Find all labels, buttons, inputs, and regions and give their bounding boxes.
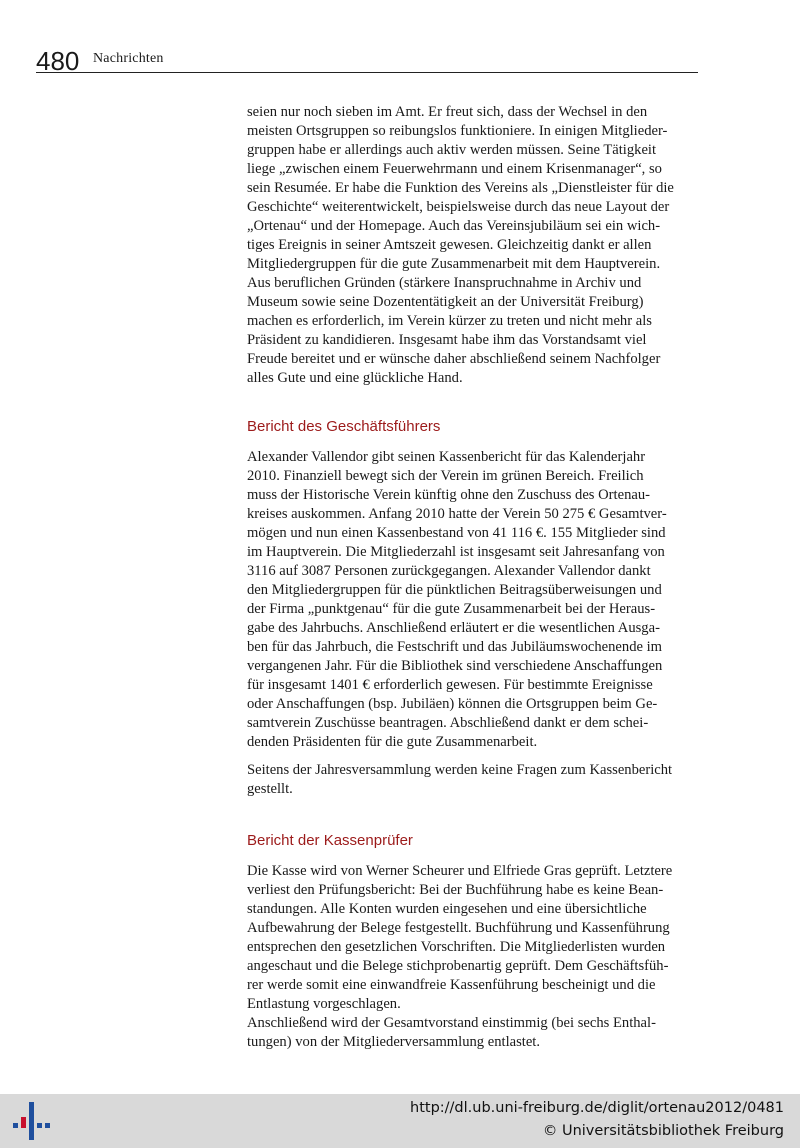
text-line: Präsident zu kandidieren. Insgesamt habe ihm das Vorstandsamt viel — [247, 332, 647, 348]
text-line: rer werde somit eine einwandfreie Kassenführung bescheinigt und die — [247, 977, 656, 993]
text-line: Geschichte“ weiterentwickelt, beispielsweise durch das neue Layout der — [247, 199, 670, 215]
text-line: vergangenen Jahr. Für die Bibliothek sind verschiedene Anschaffungen — [247, 658, 663, 674]
text-line: tiges Ereignis in seiner Amtszeit gewesen. Gleichzeitig dankt er allen — [247, 237, 652, 253]
text-line: gestellt. — [247, 781, 293, 797]
intro-paragraph — [247, 103, 698, 388]
text-line: Entlastung vorgeschlagen. — [247, 996, 401, 1012]
text-line: 3116 auf 3087 Personen zurückgegangen. Alexander Vallendor dankt — [247, 563, 651, 579]
text-line: machen es erforderlich, im Verein kürzer zu treten und nicht mehr als — [247, 313, 652, 329]
audit-report-paragraph — [247, 862, 698, 1014]
section-heading-kassenpruefer: Bericht der Kassenprüfer — [247, 832, 413, 849]
text-line: mögen und nun einen Kassenbestand von 41 116 €. 155 Mitglieder sind — [247, 525, 666, 541]
text-line: ben für das Jahrbuch, die Festschrift und das Jubiläumswochenende im — [247, 639, 663, 655]
text-line: Mitgliedergruppen für die gute Zusammenarbeit mit dem Hauptverein. — [247, 256, 661, 272]
text-line: seien nur noch sieben im Amt. Er freut sich, dass der Wechsel in den — [247, 104, 648, 120]
section-heading-geschaeftsfuehrer: Bericht des Geschäftsführers — [247, 418, 441, 435]
page-number: 480 — [36, 46, 80, 76]
footer-bar — [0, 1094, 800, 1148]
text-line: denden Präsidenten für die gute Zusammenarbeit. — [247, 734, 538, 750]
discharge-paragraph — [247, 1014, 698, 1052]
copyright-notice: © Universitätsbibliothek Freiburg — [542, 1123, 784, 1139]
page-header — [36, 46, 698, 76]
text-line: sein Resumée. Er habe die Funktion des Vereins als „Dienstleister für die — [247, 180, 674, 196]
source-url-link[interactable]: http://dl.ub.uni-freiburg.de/diglit/ortenau2012/0481 — [410, 1100, 784, 1116]
questions-paragraph — [247, 761, 698, 799]
text-line: Die Kasse wird von Werner Scheurer und Elfriede Gras geprüft. Letztere — [247, 863, 673, 879]
ub-freiburg-logo-icon — [10, 1099, 54, 1143]
cash-report-paragraph — [247, 448, 698, 752]
text-line: im Hauptverein. Die Mitgliederzahl ist insgesamt seit Jahresanfang von — [247, 544, 665, 560]
text-line: der Firma „punktgenau“ für die gute Zusammenarbeit bei der Heraus- — [247, 601, 656, 617]
text-line: den Mitgliedergruppen für die pünktlichen Beitragsüberweisungen und — [247, 582, 662, 598]
text-line: oder Anschaffungen (bsp. Jubiläen) können die Ortsgruppen beim Ge- — [247, 696, 658, 712]
text-line: verliest den Prüfungsbericht: Bei der Buchführung habe es keine Bean- — [247, 882, 664, 898]
text-line: angeschaut und die Belege stichprobenartig geprüft. Dem Geschäftsfüh- — [247, 958, 669, 974]
text-line: samtverein Zuschüsse beantragen. Abschließend dankt er dem schei- — [247, 715, 649, 731]
text-line: liege „zwischen einem Feuerwehrmann und einem Krisenmanager“, so — [247, 161, 662, 177]
text-line: Museum sowie seine Dozententätigkeit an der Universität Freiburg) — [247, 294, 644, 310]
running-title: Nachrichten — [93, 51, 164, 66]
text-line: meisten Ortsgruppen so reibungslos funktioniere. In einigen Mitglieder- — [247, 123, 668, 139]
text-line: Seitens der Jahresversammlung werden keine Fragen zum Kassenbericht — [247, 762, 673, 778]
text-line: 2010. Finanziell bewegt sich der Verein im grünen Bereich. Freilich — [247, 468, 644, 484]
text-line: Alexander Vallendor gibt seinen Kassenbericht für das Kalenderjahr — [247, 449, 646, 465]
text-line: Anschließend wird der Gesamtvorstand einstimmig (bei sechs Enthal- — [247, 1015, 656, 1031]
text-line: kreises auskommen. Anfang 2010 hatte der Verein 50 275 € Gesamtver- — [247, 506, 667, 522]
text-line: muss der Historische Verein künftig ohne den Zuschuss des Ortenau- — [247, 487, 651, 503]
text-line: standungen. Alle Konten wurden eingesehen und eine übersichtliche — [247, 901, 647, 917]
text-line: alles Gute und eine glückliche Hand. — [247, 370, 463, 386]
text-line: „Ortenau“ und der Homepage. Auch das Vereinsjubiläum sei ein wich- — [247, 218, 661, 234]
text-line: Aus beruflichen Gründen (stärkere Inanspruchnahme in Archiv und — [247, 275, 642, 291]
text-line: für insgesamt 1401 € erforderlich gewesen. Für bestimmte Ereignisse — [247, 677, 653, 693]
text-line: Aufbewahrung der Belege festgestellt. Buchführung und Kassenführung — [247, 920, 670, 936]
text-line: entsprechen den gesetzlichen Vorschriften. Die Mitgliederlisten wurden — [247, 939, 666, 955]
text-line: tungen) von der Mitgliederversammlung entlastet. — [247, 1034, 541, 1050]
text-line: gabe des Jahrbuchs. Anschließend erläutert er die wesentlichen Ausga- — [247, 620, 660, 636]
text-line: gruppen habe er allerdings auch aktiv werden müssen. Seine Tätigkeit — [247, 142, 657, 158]
text-line: Freude bereitet und er wünsche daher abschließend seinem Nachfolger — [247, 351, 661, 367]
article-body — [247, 103, 698, 1052]
